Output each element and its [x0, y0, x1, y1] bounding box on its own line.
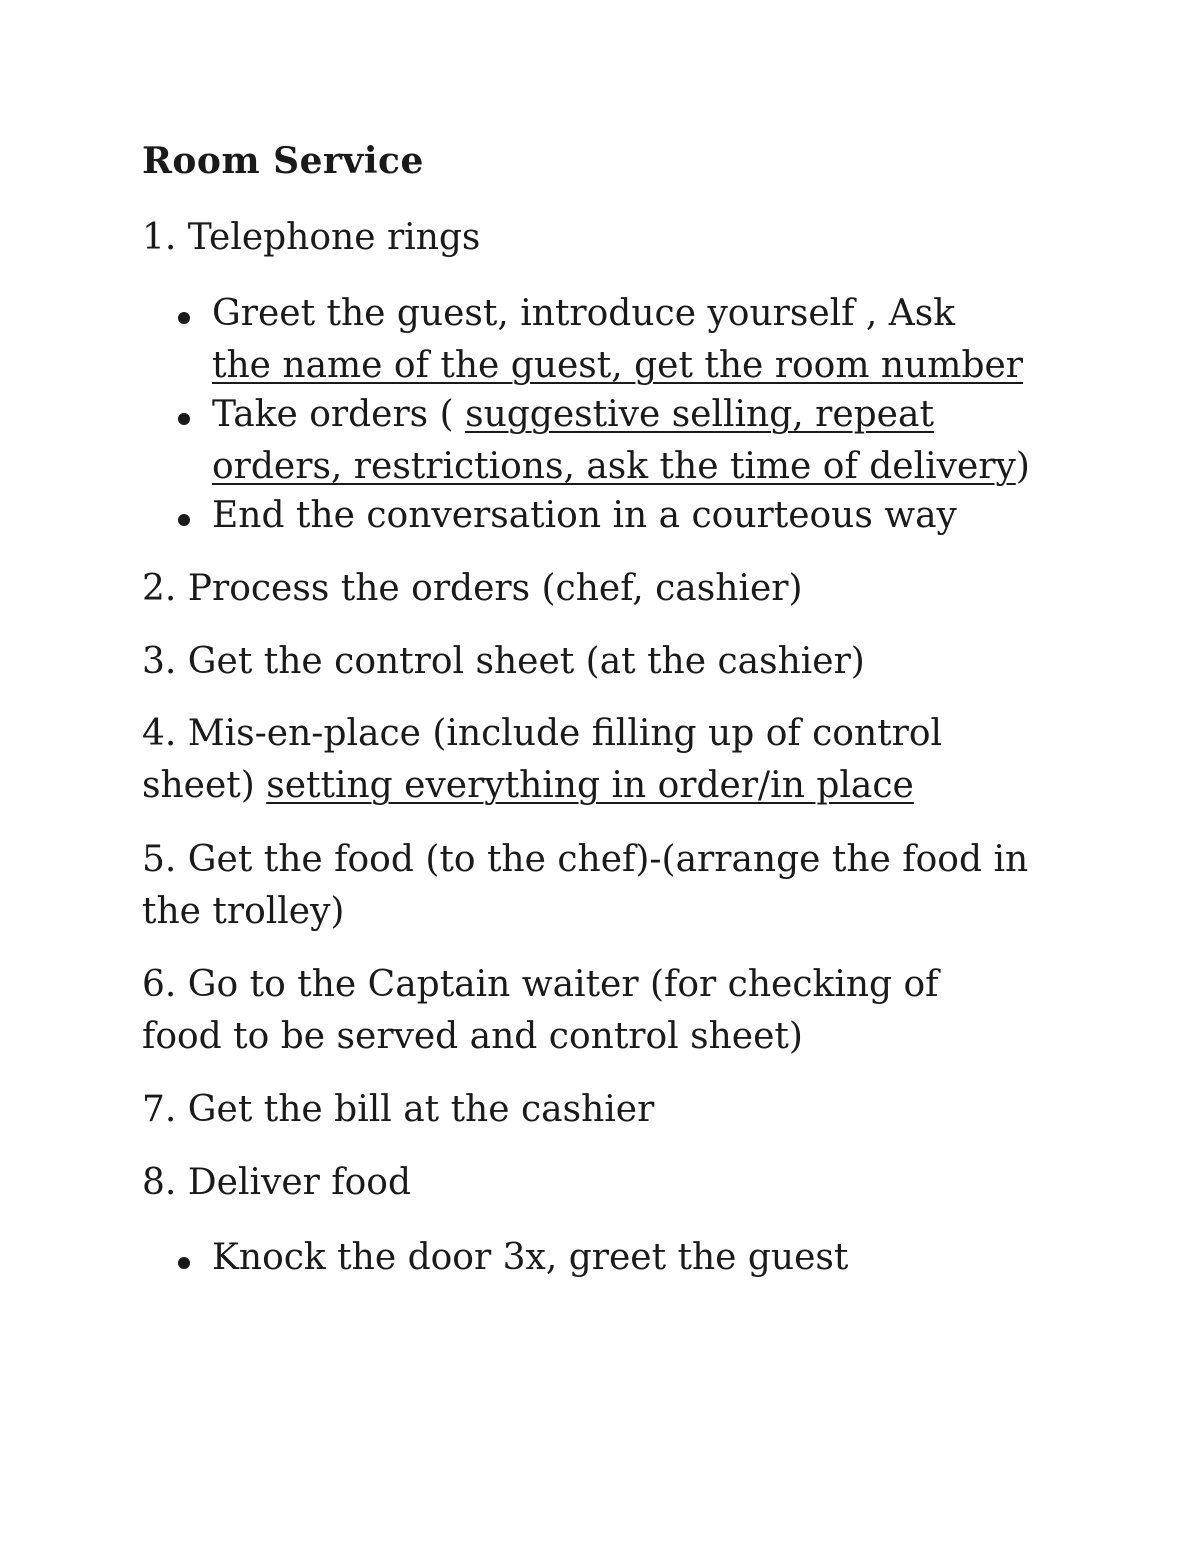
bullet-2-line-1	[212, 389, 934, 441]
bullet-2-underlined-1: suggestive selling, repeat	[465, 394, 934, 435]
step-1: 1. Telephone rings	[142, 217, 481, 258]
step-5-line-1: 5. Get the food (to the chef)-(arrange the food in	[142, 839, 1029, 880]
bullet-1-line-1: Greet the guest, introduce yourself , Ask	[212, 293, 956, 334]
bullet-dot-icon	[178, 514, 190, 526]
document-title: Room Service	[142, 140, 424, 182]
bullet-2-line-2	[212, 441, 1030, 493]
bullet-4: Knock the door 3x, greet the guest	[212, 1237, 849, 1278]
step-8: 8. Deliver food	[142, 1162, 411, 1203]
bullet-dot-icon	[178, 413, 190, 425]
step-6-line-2: food to be served and control sheet)	[142, 1016, 803, 1057]
bullet-2-prefix: Take orders (	[212, 394, 466, 435]
bullet-dot-icon	[178, 1257, 190, 1269]
bullet-2-suffix: )	[1015, 446, 1030, 487]
step-4-prefix: sheet)	[142, 765, 267, 806]
bullet-3: End the conversation in a courteous way	[212, 495, 957, 536]
step-2: 2. Process the orders (chef, cashier)	[142, 568, 803, 609]
step-7: 7. Get the bill at the cashier	[142, 1089, 655, 1130]
step-4-line-2	[142, 760, 914, 812]
step-3: 3. Get the control sheet (at the cashier)	[142, 641, 865, 682]
step-6-line-1: 6. Go to the Captain waiter (for checking of	[142, 964, 939, 1005]
step-4-underlined: setting everything in order/in place	[266, 765, 914, 806]
bullet-2-underlined-2: orders, restrictions, ask the time of delivery	[212, 446, 1016, 487]
step-5-line-2: the trolley)	[142, 891, 345, 932]
bullet-1-line-2: the name of the guest, get the room number	[212, 345, 1024, 386]
step-4-line-1: 4. Mis-en-place (include filling up of control	[142, 713, 943, 754]
bullet-dot-icon	[178, 312, 190, 324]
